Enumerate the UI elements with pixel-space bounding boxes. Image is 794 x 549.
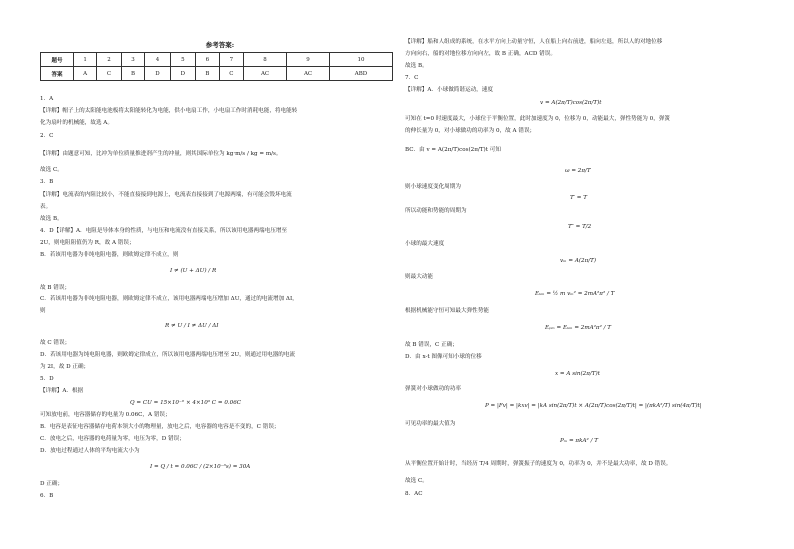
equation: Eₚₘ = Eₖₘ = 2mA²π² / T — [545, 325, 612, 331]
equation: P = |Fv| = |kxv| = |kA sin(2π/T)t × A(2π/T)cos(2π/T)t| = |(πkA²/T) sin(4π/T)t| — [485, 403, 702, 409]
text-line: 方向向右，船的对地位移方向向左，故 B 正确，ACD 错误。 — [405, 51, 556, 57]
equation: Q = CU = 15×10⁻⁶ × 4×10³ C = 0.06C — [130, 400, 242, 406]
text-line: 【详解】由题意可知，比冲为单位质量推进剂产生的冲量，则其国际单位为 kg·m/s / kg = m/s。 — [40, 151, 282, 157]
answer-cell: AC — [244, 67, 287, 81]
text-line: B．若该用电器为非纯电阻电器，则欧姆定律不成立，则 — [40, 252, 179, 258]
text-line: 【详解】电流表的内阻比较小，不能直接接到电源上，电流表直接接到了电源两端，有可能会毁坏电流 — [40, 192, 292, 198]
question-number: 4 — [145, 53, 170, 67]
text-line: 6．B — [40, 493, 54, 499]
text-line: 化为扇叶的机械能，故选 A。 — [40, 120, 113, 126]
answer-table — [40, 52, 393, 81]
text-line: 的伸长量为 0，对小球做功的功率为 0，故 A 错误； — [405, 128, 536, 134]
equation: ω = 2π/T — [565, 168, 591, 174]
answer-cell: D — [145, 67, 170, 81]
question-number: 3 — [121, 53, 145, 67]
text-line: B．电容是表征电容器储存电荷本领大小的物理量，放电之后，电容器的电容是不变的，C 错误； — [40, 424, 280, 430]
question-number: 1 — [74, 53, 97, 67]
text-line: 故选 B。 — [40, 216, 63, 222]
text-line: 【详解】帽子上的太阳能电池板将太阳能转化为电能，供小电扇工作，小电扇工作时消耗电能，将电能转 — [40, 108, 298, 114]
equation: Eₖₘ = ½ m vₘ² = 2mA²π² / T — [535, 291, 615, 297]
row-header: 题号 — [41, 53, 74, 67]
text-line: 故 B 错误，C 正确； — [405, 342, 458, 348]
equation: I = Q / t = 0.06C / (2×10⁻³s) = 30A — [150, 464, 251, 470]
row-header: 答案 — [41, 67, 74, 81]
question-number: 8 — [244, 53, 287, 67]
equation: T′ = T — [570, 195, 587, 201]
text-line: 故 B 错误； — [40, 285, 71, 291]
text-line: 4．D【详解】A．电阻是导体本身的性质，与电压和电流没有直接关系，所以该用电器两端电压增至 — [40, 228, 288, 234]
text-line: 2．C — [40, 133, 54, 139]
text-line: 故选 B。 — [405, 63, 428, 69]
question-number-row — [41, 53, 393, 67]
answer-cell: A — [74, 67, 97, 81]
text-line: 所以动能和势能的周期为 — [405, 208, 467, 214]
question-number: 7 — [219, 53, 243, 67]
equation: I ≠ (U + ΔU) / R — [170, 268, 217, 274]
text-line: 故 C 错误； — [40, 340, 71, 346]
text-line: 弹簧对小球做功的功率 — [405, 386, 461, 392]
question-number: 10 — [330, 53, 393, 67]
text-line: 故选 C。 — [405, 478, 428, 484]
answer-cell: B — [196, 67, 220, 81]
text-line: 【详解】A．根据 — [40, 388, 84, 394]
text-line: D 正确； — [40, 481, 64, 487]
text-line: 1．A — [40, 96, 54, 102]
equation: x = A sin(2π/T)t — [555, 371, 600, 377]
equation: vₘ = A(2π/T) — [560, 258, 597, 264]
text-line: 则最大动能 — [405, 274, 433, 280]
text-line: 5．D — [40, 376, 54, 382]
text-line: D．由 x-t 图像可知小球的位移 — [405, 354, 482, 360]
text-line: 表。 — [40, 204, 52, 210]
text-line: 可知放电前，电容器储存的电量为 0.06C，A 错误； — [40, 412, 171, 418]
question-number: 2 — [97, 53, 121, 67]
text-line: 【详解】A．小球做简谐运动，速度 — [405, 87, 493, 93]
answer-cell: D — [170, 67, 195, 81]
question-number: 9 — [287, 53, 330, 67]
text-line: 可见功率的最大值为 — [405, 421, 456, 427]
text-line: 3．B — [40, 179, 54, 185]
text-line: 小球的最大速度 — [405, 241, 445, 247]
answer-cell: B — [121, 67, 145, 81]
text-line: D．若该用电器为纯电阻电器，则欧姆定律成立，所以该用电器两端电压增至 2U，则通过用电器的电流 — [40, 352, 296, 358]
answer-cell: C — [97, 67, 121, 81]
text-line: 7．C — [405, 75, 419, 81]
text-line: 8．AC — [405, 491, 423, 497]
answer-cell: C — [219, 67, 243, 81]
answer-key-title: 参考答案: — [205, 41, 235, 49]
text-line: C．若该用电器为非纯电阻电器，则欧姆定律不成立，该用电器两端电压增加 ΔU，通过的电流增加 ΔI， — [40, 296, 298, 302]
question-number: 5 — [170, 53, 195, 67]
equation: T″ = T/2 — [568, 224, 592, 230]
text-line: 为 2I，故 D 正确； — [40, 364, 90, 370]
equation: Pₘ = πkA² / T — [560, 438, 598, 444]
equation: v = A(2π/T)cos(2π/T)t — [540, 100, 602, 106]
text-line: 可知在 t=0 时速度最大，小球位于平衡位置，此时加速度为 0，位移为 0，动能最大，弹性势能为 0，弹簧 — [405, 116, 670, 122]
text-line: D．放电过程通过人体的平均电流大小为 — [40, 448, 140, 454]
text-line: C．放电之后，电容器的电荷量为零，电压为零，D 错误； — [40, 436, 185, 442]
question-number: 6 — [196, 53, 220, 67]
text-line: 从平衡位置开始计时，当经历 T/4 周期时，弹簧振子的速度为 0，功率为 0，并不是最大功率，故 D 错误。 — [405, 461, 672, 467]
answer-cell: AC — [287, 67, 330, 81]
equation: R ≠ U / I ≠ ΔU / ΔI — [165, 323, 219, 329]
text-line: 根据机械能守恒可知最大弹性势能 — [405, 308, 489, 314]
answer-row — [41, 67, 393, 81]
text-line: BC．由 v = A(2π/T)cos(2π/T)t 可知 — [405, 147, 501, 153]
text-line: 【详解】船和人组成的系统，在水平方向上动量守恒，人在船上向右前进，船向左退，所以人的对地位移 — [405, 39, 663, 45]
text-line: 则小球速度变化周期为 — [405, 184, 461, 190]
text-line: 故选 C。 — [40, 167, 63, 173]
text-line: 2U，则电阻阻值仍为 R，故 A 错误； — [40, 240, 135, 246]
answer-cell: ABD — [330, 67, 393, 81]
text-line: 则 — [40, 308, 46, 314]
